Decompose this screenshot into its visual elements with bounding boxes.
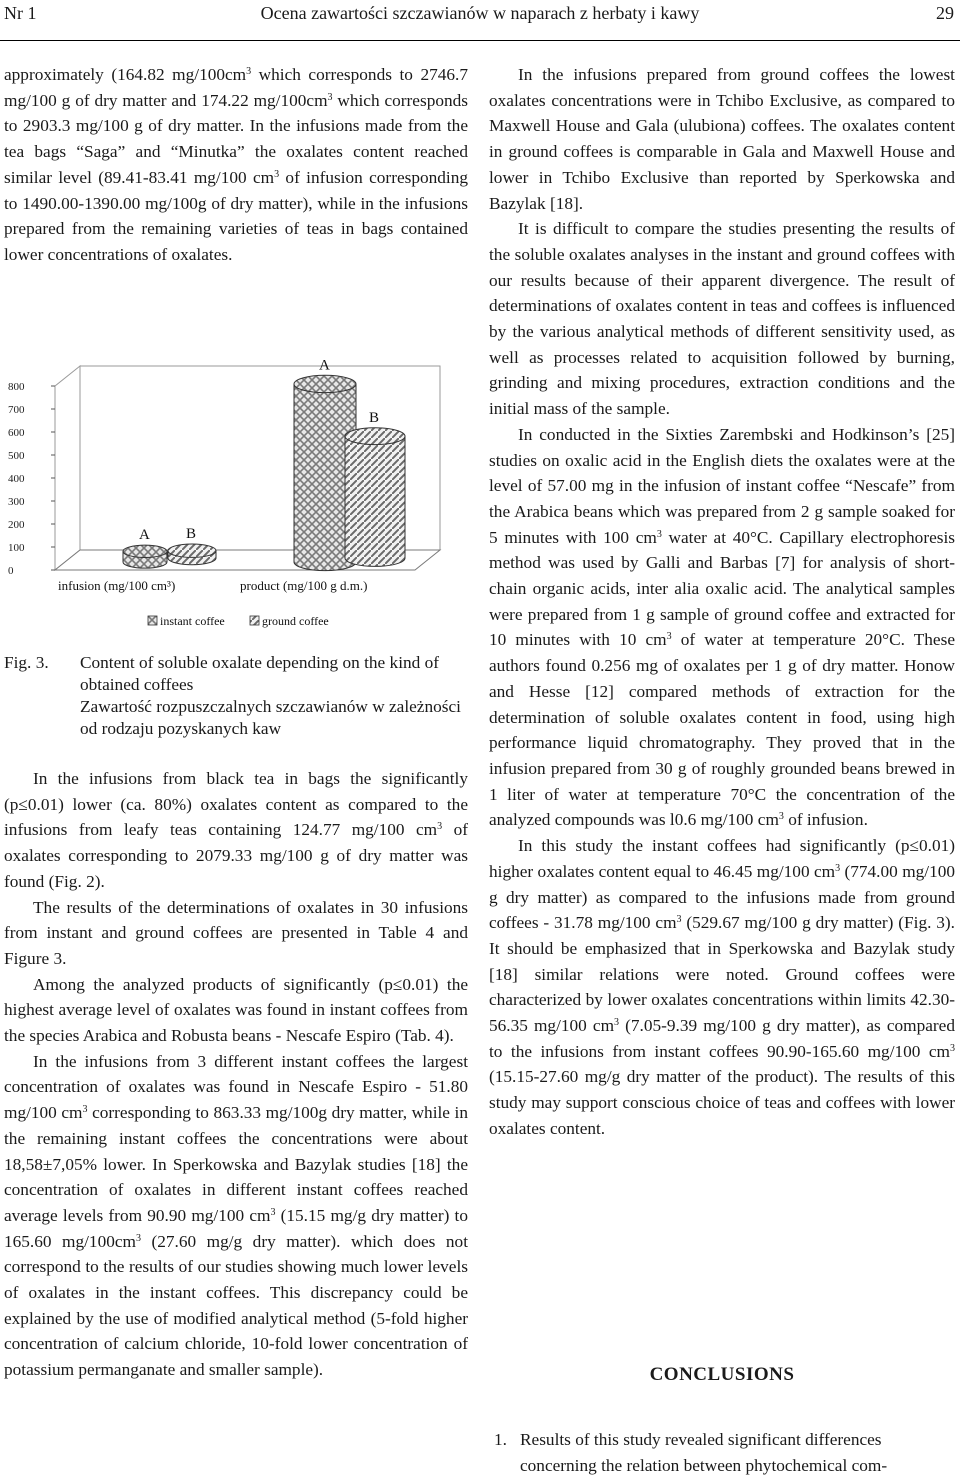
y-tick-label: 400 (8, 473, 25, 485)
y-tick-label: 200 (8, 519, 25, 531)
running-header (0, 0, 960, 41)
chart-legend (148, 614, 329, 628)
figure-caption (80, 652, 470, 740)
x-category-label: product (mg/100 g d.m.) (240, 578, 368, 593)
paragraph: In the infusions prepared from ground coffees the lowest oxalates concentrations were in Tchibo Exclusive, as compared to Maxwell House and Gala (ulubiona) coffees. The oxalates content in ground coffees is comparable in Gala and Maxwell House and lower in Tchibo Exclusive than reported by Sperkowska and Bazylak [18]. (489, 65, 955, 213)
bar-top (294, 375, 356, 392)
y-tick-label: 0 (8, 565, 14, 577)
caption-polish: Zawartość rozpuszczalnych szczawianów w zależności od rodzaju pozyskanych kaw (80, 697, 461, 738)
bar-significance-letter: B (186, 525, 197, 542)
caption-english: Content of soluble oxalate depending on the kind of obtained coffees (80, 653, 439, 694)
running-title: Ocena zawartości szczawianów w naparach z herbaty i kawy (260, 3, 700, 23)
paragraph: In the infusions from black tea in bags the significantly (p≤0.01) lower (ca. 80%) oxalates content as compared to the infusions from leafy teas containing 124.77 mg/100 $cm^3$ of oxalates corresponding to 2079.33 mg/100 g of dry matter was found (Fig. 2). (4, 769, 469, 891)
right-column (489, 62, 955, 1142)
x-category-label: infusion (mg/100 cm³) (58, 578, 176, 593)
figure-label: Fig. 3. (4, 653, 49, 672)
bar-significance-letter: A (139, 527, 150, 544)
paragraph: In conducted in the Sixties Zarembski and Hodkinson’s [25] studies on oxalic acid in the English diets the oxalates were at the level of 57.00 mg in the infusion of instant coffee “Nescafe” from the Arabica beans which was prepared from 2 g sample soaked for 5 minutes with 100 $cm^3$ water at 40°C. Capillary electrophoresis method was used by Galli and Barbas [7] for analysis of short-chain organic acids, inter alia oxalic acid. The analytical samples were prepared from 1 g sample of ground coffee and extracted for 10 minutes with 10 $cm^3$ of water at temperature 20°C. These authors found 0.256 mg of oxalates per 1 g of dry matter. Honow and Hesse [12] compared methods of extraction for the determination of soluble oxalates content in food, using high performance liquid chromatography. They proved that in the infusion prepared from 30 g of roughly grounded beans brewed in 1 liter of water at temperature 70°C the concentration of the analyzed compounds was l0.6 mg/100 $cm^3$ of infusion. (489, 424, 956, 830)
page-number: 29 (936, 3, 954, 23)
conclusion-text: Results of this study revealed significant differences concerning the relation between phytochemical com- (520, 1430, 888, 1475)
bar-ground-coffee-1 (345, 410, 405, 567)
issue-number: Nr 1 (4, 3, 37, 23)
y-tick-label: 300 (8, 496, 25, 508)
bar-significance-letter: B (369, 409, 380, 426)
y-tick-label: 600 (8, 427, 25, 439)
y-axis (8, 381, 55, 577)
y-tick-label: 100 (8, 542, 25, 554)
paragraph: It is difficult to compare the studies presenting the results of the soluble oxalates analyses in the instant and ground coffees with our results because of their apparent divergence. The result of determinations of oxalates content in teas and coffees is influenced by the various analytical methods of different sensitivity used, as well as processes related to acquisition followed by burning, grinding and mixing procedures, extraction conditions and the initial mass of the sample. (489, 219, 955, 419)
conclusions-heading: CONCLUSIONS (649, 1364, 795, 1385)
legend-swatch (250, 616, 259, 625)
legend-label: instant coffee (160, 614, 225, 628)
bar-top (123, 545, 167, 557)
y-tick-label: 800 (8, 381, 25, 393)
y-tick-label: 700 (8, 404, 25, 416)
y-tick-label: 500 (8, 450, 25, 462)
legend-item-ground-coffee (250, 614, 329, 628)
paragraph: The results of the determinations of oxalates in 30 infusions from instant and ground coffees are presented in Table 4 and Figure 3. (4, 897, 468, 968)
paragraph: In this study the instant coffees had significantly (p≤0.01) higher oxalates content equal to 46.45 mg/100 $cm^3$ (774.00 mg/100 g dry matter) as compared to the infusions made from ground coffees - 31.78 mg/100 $cm^3$ (529.67 mg/100 g dry matter) (Fig. 3). It should be emphasized that in Sperkowska and Bazylak study [18] similar relations were noted. Ground coffees were characterized by lower oxalates concentrations within limits 42.30-56.35 mg/100 $cm^3$ (7.05-9.39 mg/100 g dry matter), as compared to the infusions from instant coffees 90.90-165.60 mg/100 $cm^3$ (15.15-27.60 mg/g dry matter of the product). The results of this study may support conscious choice of teas and coffees with lower oxalates content. (489, 836, 955, 1138)
paragraph: In the infusions from 3 different instant coffees the largest concentration of oxalates was found in Nescafe Espiro - 51.80 mg/100 $cm^3$ corresponding to 863.33 mg/100g dry matter, while in the remaining instant coffees the concentrations were about 18,58±7,05% lower. In Sperkowska and Bazylak studies [18] the concentration of oxalates in different instant coffees reached average levels from 90.90 mg/100 $cm^3$ (15.15 mg/g dry matter) to 165.60 $mg/100cm^3$ (27.60 mg/g dry matter). which does not correspond to the results of our studies showing much lower levels of oxalates in the instant coffees. This discrepancy could be explained by the use of modified analytical method (5-fold higher concentration of calcium chloride, 10-fold lower concentration of potassium permanganate and smaller sample). (4, 1051, 468, 1380)
figure-3-chart (0, 340, 480, 640)
bar-top (345, 428, 405, 445)
bar-significance-letter: A (319, 357, 330, 374)
chart-side-wall (55, 366, 80, 570)
bar-body (345, 436, 405, 566)
legend-label: ground coffee (262, 614, 329, 628)
paragraph: approximately (164.82 $mg/100cm^3$ which corresponds to 2746.7 mg/100 g of dry matter and 174.22 $mg/100cm^3$ which corresponds to 2903.3 mg/100 g of dry matter. In the infusions made from the tea bags “Saga” and “Minutka” the oxalates content reached similar level (89.41-83.41 mg/100 $cm^3$ of infusion corresponding to 1490.00-1390.00 mg/100g of dry matter), while in the infusions prepared from the remaining varieties of teas in bags contained lower concentrations of oxalates. (4, 65, 468, 264)
paragraph: Among the analyzed products of significantly (p≤0.01) the highest average level of oxalates was found in instant coffees from the species Arabica and Robusta beans - Nescafe Espiro (Tab. 4). (4, 974, 468, 1046)
left-column-top (4, 62, 468, 268)
legend-swatch (148, 616, 157, 625)
bar-top (168, 544, 216, 557)
x-axis-labels (58, 578, 367, 593)
legend-item-instant-coffee (148, 614, 225, 628)
conclusion-number: 1. (494, 1430, 507, 1449)
left-column-bottom (4, 766, 468, 1383)
